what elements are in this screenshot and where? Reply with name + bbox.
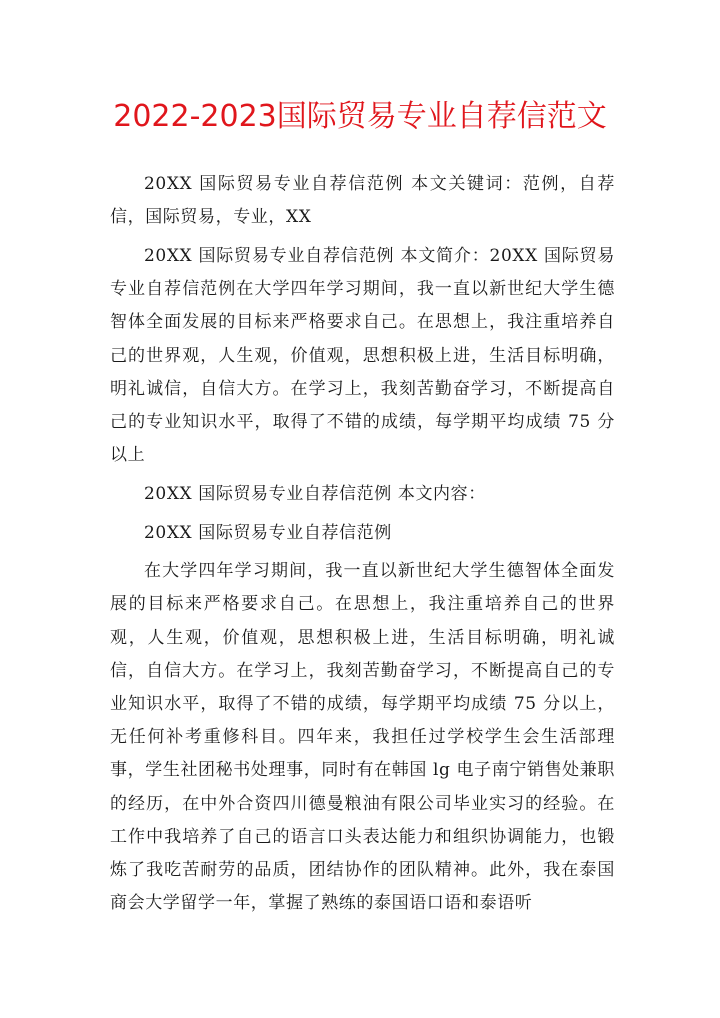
paragraph-letter-heading: 20XX 国际贸易专业自荐信范例 (144, 522, 392, 543)
paragraph-letter-body: 在大学四年学习期间，我一直以新世纪大学生德智体全面发展的目标来严格要求自己。在思想上，我注重培养自己的世界观，人生观，价值观，思想积极上进，生活目标明确，明礼诚信，自信大方。在学习上，我刻苦勤奋学习，不断提高自己的专业知识水平，取得了不错的成绩，每学期平均成绩 75 分以上，无任何补考重修科目。四年来，我担任过学校学生会生活部理事，学生社团秘书处理事，同时有在韩国 lg 电子南宁销售处兼职的经历，在中外合资四川德曼粮油有限公司毕业实习的经验。在工作中我培养了自己的语言口头表达能力和组织协调能力，也锻炼了我吃苦耐劳的品质，团结协作的团队精神。此外，我在泰国商会大学留学一年，掌握了熟练的泰国语口语和泰语听 (110, 561, 615, 914)
paragraph-content-heading: 20XX 国际贸易专业自荐信范例 本文内容： (144, 483, 486, 504)
document-title: 2022-2023国际贸易专业自荐信范文 (113, 99, 607, 134)
document-body (110, 168, 615, 926)
paragraph-keywords: 20XX 国际贸易专业自荐信范例 本文关键词：范例，自荐信，国际贸易，专业，XX (110, 174, 615, 228)
paragraph-summary: 20XX 国际贸易专业自荐信范例 本文简介：20XX 国际贸易专业自荐信范例在大学四年学习期间，我一直以新世纪大学生德智体全面发展的目标来严格要求自己。在思想上，我注重培养自己的世界观，人生观，价值观，思想积极上进，生活目标明确，明礼诚信，自信大方。在学习上，我刻苦勤奋学习，不断提高自己的专业知识水平，取得了不错的成绩，每学期平均成绩 75 分以上 (110, 245, 615, 466)
